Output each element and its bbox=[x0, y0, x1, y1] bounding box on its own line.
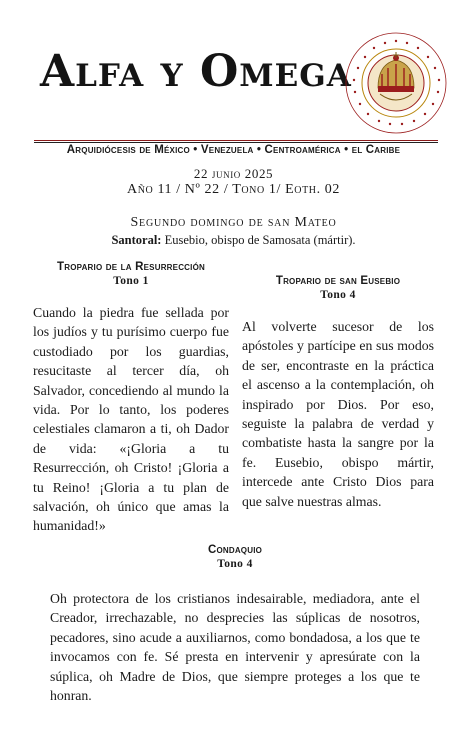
section-tone: Tono 4 bbox=[217, 558, 253, 570]
issue-info bbox=[0, 166, 467, 198]
troparion-resurrection-section bbox=[33, 260, 229, 536]
section-heading: Tropario de san Eusebio bbox=[275, 275, 401, 287]
newsletter-title: Alfa y Omega bbox=[40, 46, 352, 97]
troparion-saint-section bbox=[242, 274, 434, 511]
section-tone: Tono 1 bbox=[113, 275, 149, 287]
section-text: Al volverte sucesor de los apóstoles y partícipe en sus modos de ser, encontraste en la práctica el ascenso a la contemplación, oh inspirado por Dios. Por eso, seguiste la palabra de verdad y combatiste hasta la sangre por la fe. Eusebio, obispo mártir, intercede ante Cristo Dios para que salve nuestras almas. bbox=[242, 319, 434, 509]
santoral-line bbox=[0, 233, 467, 248]
section-heading: Tropario de la Resurrección bbox=[57, 261, 205, 273]
section-text: Oh protectora de los cristianos indesairable, mediadora, ante el Creador, irrechazable, no desprecies las súplicas de nosotros, pecadores, sino acude a auxiliarnos, como bondadosa, a los que te invocamos con fe. Sé presta en intervenir y apresúrate con la súplica, oh Madre de Dios, que siempre proteges a los que te honran. bbox=[50, 591, 420, 704]
archdiocese-line: Arquidiócesis de México • Venezuela • Centroamérica • el Caribe bbox=[66, 144, 401, 156]
masthead bbox=[0, 0, 467, 156]
santoral-label: Santoral: bbox=[111, 233, 162, 247]
section-tone: Tono 4 bbox=[320, 289, 356, 301]
header-rule bbox=[34, 140, 438, 141]
issue-details: Año 11 / Nº 22 / Tono 1/ Eoth. 02 bbox=[126, 182, 341, 197]
header-rule-thin bbox=[34, 142, 438, 143]
kontakion-section bbox=[50, 543, 420, 705]
section-text: Cuando la piedra fue sellada por los judíos y tu purísimo cuerpo fue custodiado por los guardias, resucitaste al tercer día, oh Salvador, concediendo al mundo la vida. Por lo tanto, los poderes celestiales clamaron a ti, oh Dador de vida: «¡Gloria a tu Resurrección, oh Cristo! ¡Gloria a tu Reino! ¡Gloria a tu plan de salvación, oh único que amas la humanidad!» bbox=[33, 305, 229, 534]
section-heading: Condaquio bbox=[207, 544, 263, 556]
sunday-title: Segundo domingo de san Mateo bbox=[130, 215, 337, 230]
church-seal-icon bbox=[330, 28, 462, 138]
santoral-text: Eusebio, obispo de Samosata (mártir). bbox=[161, 233, 356, 247]
issue-date: 22 junio 2025 bbox=[193, 166, 274, 181]
